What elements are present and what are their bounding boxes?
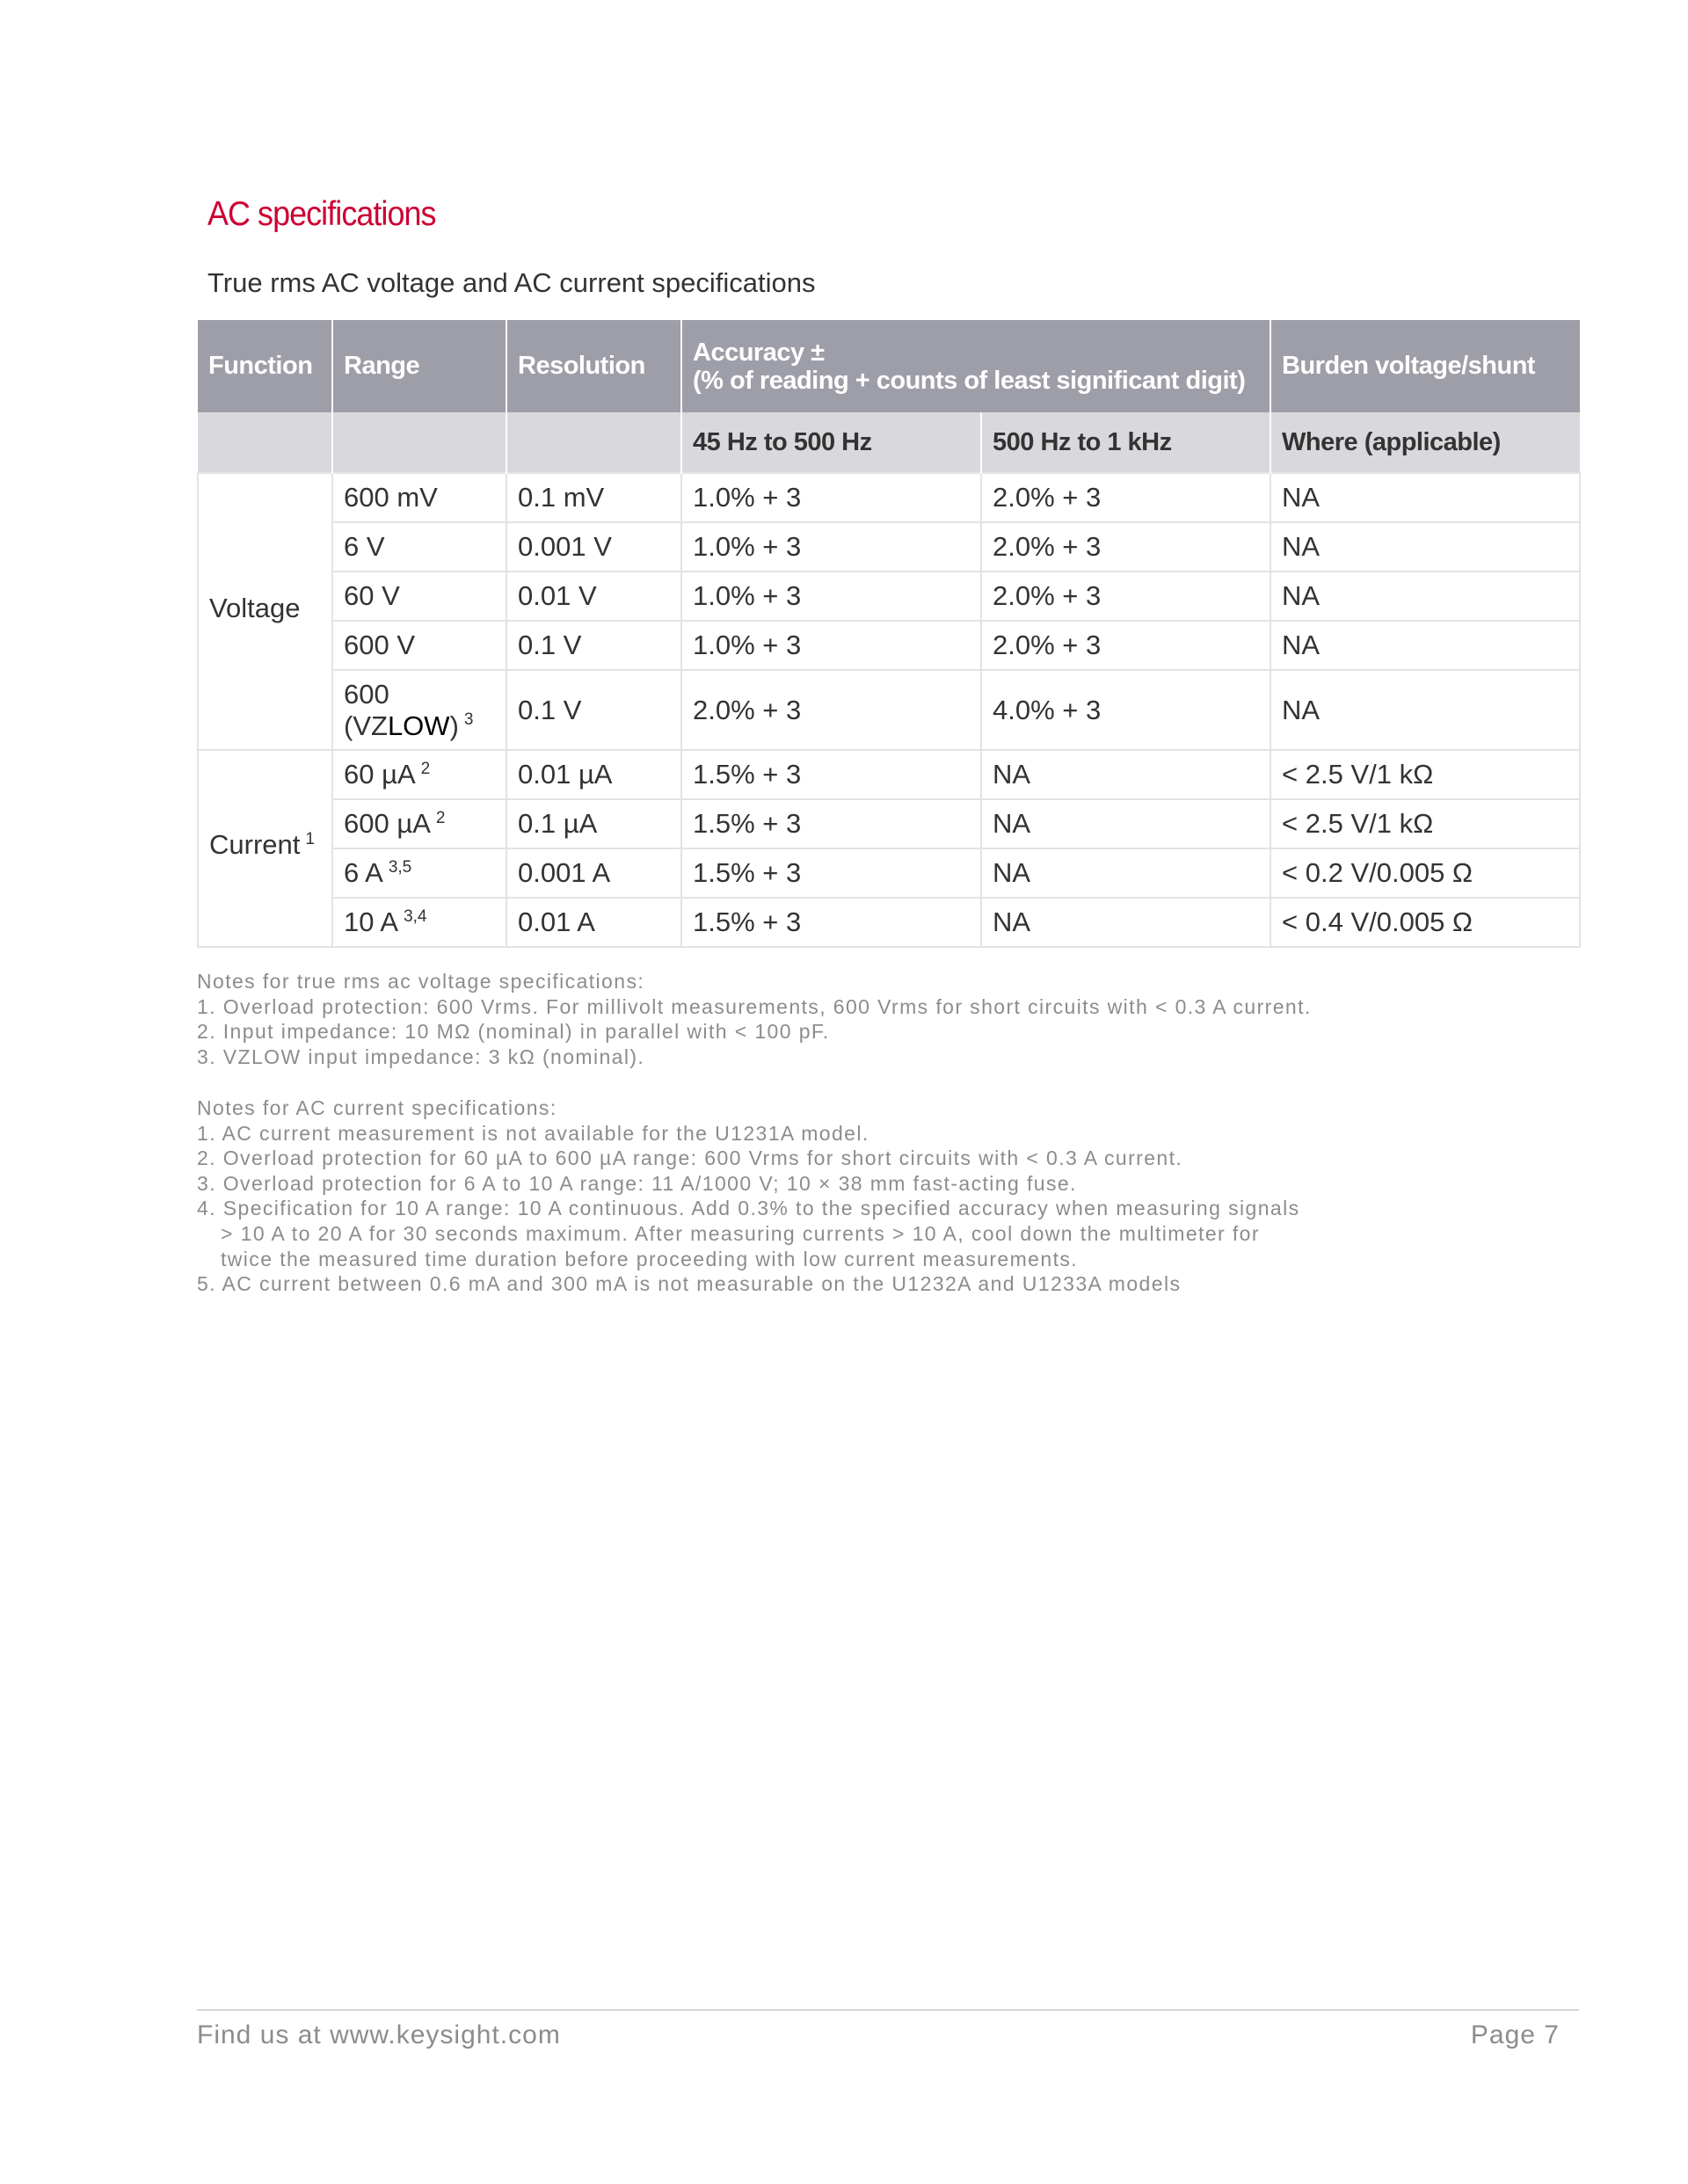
footnote-ref: 2 (435, 808, 446, 827)
current-notes (197, 1096, 1579, 1297)
page-number: Page 7 (1470, 2020, 1560, 2049)
accuracy-45hz-cell: 1.0% + 3 (681, 522, 981, 571)
table-row (198, 848, 1580, 898)
resolution-cell: 0.1 V (506, 621, 681, 670)
resolution-cell: 0.001 A (506, 848, 681, 898)
subheader-freq1: 45 Hz to 500 Hz (681, 412, 981, 473)
table-row (198, 522, 1580, 571)
note-item: 2. Overload protection for 60 µA to 600 µA range: 600 Vrms for short circuits with < 0.3 A current. (197, 1147, 1183, 1170)
note-item: 2. Input impedance: 10 MΩ (nominal) in parallel with < 100 pF. (197, 1020, 830, 1044)
range-cell (332, 799, 506, 848)
range-value: 60 µA (344, 759, 416, 790)
resolution-cell: 0.01 A (506, 898, 681, 947)
section-title: AC specifications (207, 195, 436, 233)
accuracy-1khz-cell: 2.0% + 3 (981, 522, 1270, 571)
note-item: 1. AC current measurement is not available for the U1231A model. (197, 1121, 869, 1145)
range-vzlow-line2 (344, 710, 495, 742)
resolution-cell: 0.001 V (506, 522, 681, 571)
header-function: Function (198, 320, 332, 412)
footnote-ref: 3,5 (388, 857, 412, 877)
table-row (198, 750, 1580, 799)
note-item: 3. Overload protection for 6 A to 10 A range: 11 A/1000 V; 10 × 38 mm fast-acting fuse. (197, 1171, 1077, 1195)
burden-cell: < 0.4 V/0.005 Ω (1270, 898, 1580, 947)
accuracy-1khz-cell: 4.0% + 3 (981, 670, 1270, 750)
header-range: Range (332, 320, 506, 412)
accuracy-1khz-cell: 2.0% + 3 (981, 473, 1270, 522)
burden-cell: < 2.5 V/1 kΩ (1270, 750, 1580, 799)
accuracy-45hz-cell: 1.5% + 3 (681, 750, 981, 799)
accuracy-1khz-cell: NA (981, 750, 1270, 799)
resolution-cell: 0.1 V (506, 670, 681, 750)
accuracy-45hz-cell: 1.5% + 3 (681, 848, 981, 898)
table-header-row (198, 320, 1580, 412)
table-row (198, 621, 1580, 670)
function-voltage: Voltage (209, 592, 301, 623)
range-cell: 600 mV (332, 473, 506, 522)
footer-divider (197, 2009, 1579, 2011)
accuracy-45hz-cell: 1.0% + 3 (681, 621, 981, 670)
range-cell: 6 V (332, 522, 506, 571)
range-cell (332, 898, 506, 947)
subheader-empty-1 (198, 412, 332, 473)
note-item: 5. AC current between 0.6 mA and 300 mA is not measurable on the U1232A and U1233A models (197, 1272, 1182, 1296)
resolution-cell: 0.1 µA (506, 799, 681, 848)
note-item: 3. VZLOW input impedance: 3 kΩ (nominal). (197, 1045, 645, 1068)
accuracy-45hz-cell: 1.5% + 3 (681, 799, 981, 848)
note-item: 1. Overload protection: 600 Vrms. For millivolt measurements, 600 Vrms for short circuits with < 0.3 A current. (197, 994, 1312, 1018)
accuracy-45hz-cell: 2.0% + 3 (681, 670, 981, 750)
range-cell: 600 V (332, 621, 506, 670)
accuracy-1khz-cell: NA (981, 848, 1270, 898)
footnote-ref: 2 (420, 759, 431, 778)
burden-cell: NA (1270, 621, 1580, 670)
subheader-empty-2 (332, 412, 506, 473)
subheader-freq2: 500 Hz to 1 kHz (981, 412, 1270, 473)
header-accuracy-line2: (% of reading + counts of least significant digit) (693, 366, 1246, 395)
function-voltage-cell (198, 473, 332, 750)
footer-website: Find us at www.keysight.com (197, 2020, 561, 2049)
accuracy-1khz-cell: 2.0% + 3 (981, 621, 1270, 670)
accuracy-45hz-cell: 1.5% + 3 (681, 898, 981, 947)
range-cell: 60 V (332, 571, 506, 621)
range-value: 6 A (344, 857, 383, 888)
header-burden: Burden voltage/shunt (1270, 320, 1580, 412)
accuracy-45hz-cell: 1.0% + 3 (681, 473, 981, 522)
burden-cell: NA (1270, 670, 1580, 750)
range-vzlow-line1: 600 (344, 678, 389, 710)
header-accuracy (681, 320, 1270, 412)
burden-cell: NA (1270, 522, 1580, 571)
subheader-burden: Where (applicable) (1270, 412, 1580, 473)
table-row (198, 571, 1580, 621)
footnote-ref: 3,4 (404, 906, 427, 926)
range-vzlow-prefix: (VZ (344, 710, 388, 741)
header-resolution: Resolution (506, 320, 681, 412)
voltage-notes-title: Notes for true rms ac voltage specifications: (197, 970, 645, 993)
accuracy-1khz-cell: NA (981, 898, 1270, 947)
footnote-ref: 3 (463, 710, 474, 730)
voltage-notes (197, 969, 1579, 1069)
subheader-empty-3 (506, 412, 681, 473)
burden-cell: < 0.2 V/0.005 Ω (1270, 848, 1580, 898)
burden-cell: NA (1270, 571, 1580, 621)
accuracy-1khz-cell: 2.0% + 3 (981, 571, 1270, 621)
table-row (198, 898, 1580, 947)
accuracy-45hz-cell: 1.0% + 3 (681, 571, 981, 621)
table-row (198, 799, 1580, 848)
table-subtitle: True rms AC voltage and AC current specifications (207, 267, 816, 298)
function-current-cell (198, 750, 332, 947)
footnote-ref: 1 (305, 829, 315, 848)
note-item: 4. Specification for 10 A range: 10 A continuous. Add 0.3% to the specified accuracy when measuring signals (197, 1197, 1300, 1220)
range-vzlow-sub: LOW (387, 710, 450, 741)
range-value: 10 A (344, 906, 399, 937)
resolution-cell: 0.01 V (506, 571, 681, 621)
table-row (198, 670, 1580, 750)
function-current-label: Current (209, 829, 301, 860)
range-cell (332, 750, 506, 799)
ac-spec-table (197, 320, 1581, 948)
table-row (198, 473, 1580, 522)
range-cell (332, 848, 506, 898)
range-vzlow-suffix: ) (449, 710, 459, 741)
header-accuracy-line1: Accuracy ± (693, 338, 825, 367)
resolution-cell: 0.01 µA (506, 750, 681, 799)
range-value: 600 µA (344, 808, 431, 839)
range-cell-vzlow (332, 670, 506, 750)
resolution-cell: 0.1 mV (506, 473, 681, 522)
note-item-continuation: twice the measured time duration before proceeding with low current measurements. (221, 1247, 1079, 1270)
note-item-continuation: > 10 A to 20 A for 30 seconds maximum. After measuring currents > 10 A, cool down the multimeter for (221, 1221, 1260, 1245)
function-current (209, 829, 315, 860)
current-notes-title: Notes for AC current specifications: (197, 1096, 557, 1119)
accuracy-1khz-cell: NA (981, 799, 1270, 848)
burden-cell: NA (1270, 473, 1580, 522)
table-subheader-row (198, 412, 1580, 473)
burden-cell: < 2.5 V/1 kΩ (1270, 799, 1580, 848)
